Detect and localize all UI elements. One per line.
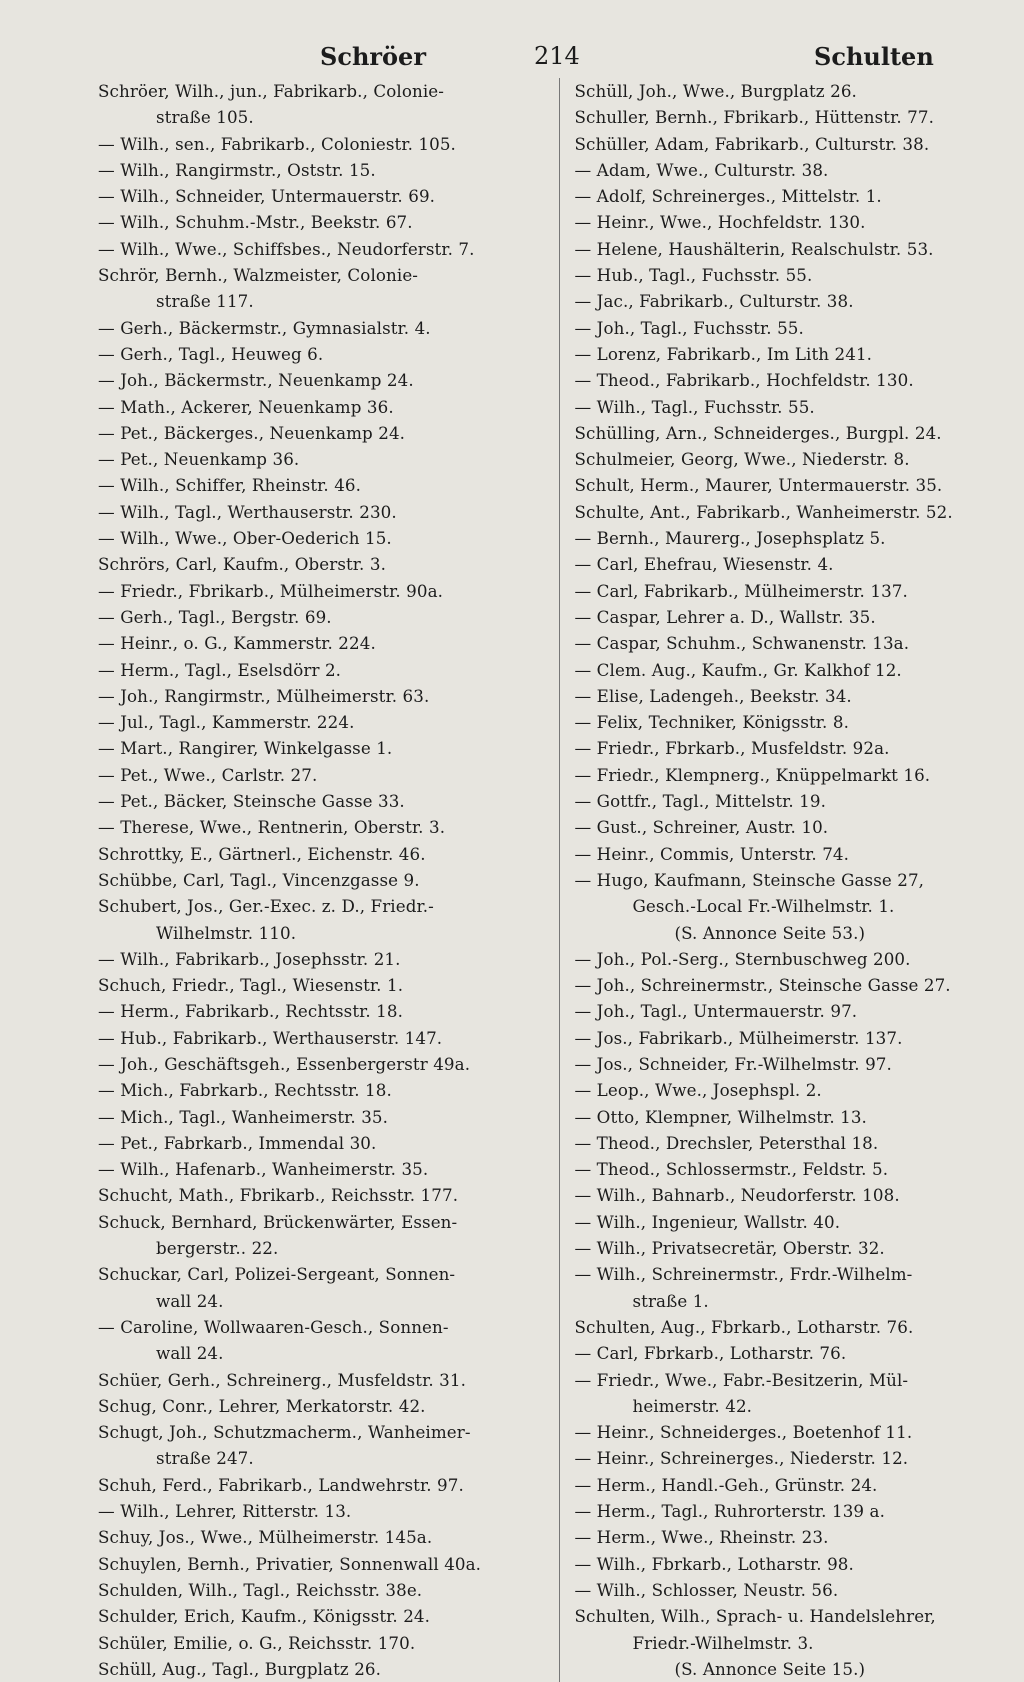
directory-entry: — Therese, Wwe., Rentnerin, Oberstr. 3. xyxy=(98,817,446,838)
directory-entry: — Heinr., Schreinerges., Niederstr. 12. xyxy=(574,1448,909,1469)
directory-entry: — Herm., Handl.-Geh., Grünstr. 24. xyxy=(574,1474,878,1495)
directory-entry: — Herm., Fabrikarb., Rechtsstr. 18. xyxy=(98,1001,404,1022)
directory-entry: — Friedr., Fbrikarb., Mülheimerstr. 90a. xyxy=(98,580,444,601)
directory-entry: Schucht, Math., Fbrikarb., Reichsstr. 177. xyxy=(98,1185,459,1206)
directory-entry: — Joh., Geschäftsgeh., Essenbergerstr 49a. xyxy=(98,1053,471,1074)
directory-entry: Schulten, Aug., Fbrkarb., Lotharstr. 76. xyxy=(574,1316,914,1337)
directory-entry: — Joh., Schreinermstr., Steinsche Gasse 27. xyxy=(574,975,951,996)
directory-entry: — Pet., Bäckerges., Neuenkamp 24. xyxy=(98,422,406,443)
directory-entry: Schrörs, Carl, Kaufm., Oberstr. 3. xyxy=(98,554,386,575)
directory-entry: — Caspar, Lehrer a. D., Wallstr. 35. xyxy=(574,606,876,627)
directory-entry: Schuy, Jos., Wwe., Mülheimerstr. 145a. xyxy=(98,1527,433,1548)
page-number: 214 xyxy=(534,42,580,70)
directory-entry: — Friedr., Wwe., Fabr.-Besitzerin, Mül- xyxy=(574,1369,909,1390)
directory-entry: straße 1. xyxy=(632,1290,709,1311)
directory-entry: — Theod., Fabrikarb., Hochfeldstr. 130. xyxy=(574,370,914,391)
directory-entry: — Helene, Haushälterin, Realschulstr. 53. xyxy=(574,238,934,259)
directory-entry: Schrottky, E., Gärtnerl., Eichenstr. 46. xyxy=(98,843,426,864)
header-right-term: Schulten xyxy=(814,42,934,71)
directory-entry: — Wilh., Schlosser, Neustr. 56. xyxy=(574,1579,839,1600)
directory-entry: — Felix, Techniker, Königsstr. 8. xyxy=(574,712,849,733)
directory-entry: Schulte, Ant., Fabrikarb., Wanheimerstr. 52. xyxy=(574,501,953,522)
directory-entry: — Wilh., Schreinermstr., Frdr.-Wilhelm- xyxy=(574,1264,913,1285)
directory-entry: — Wilh., Fbrkarb., Lotharstr. 98. xyxy=(574,1553,854,1574)
directory-entry: — Wilh., Bahnarb., Neudorferstr. 108. xyxy=(574,1185,900,1206)
directory-entry: — Joh., Tagl., Untermauerstr. 97. xyxy=(574,1001,858,1022)
directory-entry: — Elise, Ladengeh., Beekstr. 34. xyxy=(574,685,852,706)
directory-entry: Schulden, Wilh., Tagl., Reichsstr. 38e. xyxy=(98,1579,423,1600)
directory-entry: — Wilh., Schiffer, Rheinstr. 46. xyxy=(98,475,362,496)
directory-entry: — Wilh., Ingenieur, Wallstr. 40. xyxy=(574,1211,841,1232)
directory-entry: — Joh., Rangirmstr., Mülheimerstr. 63. xyxy=(98,685,430,706)
directory-entry: — Friedr., Klempnerg., Knüppelmarkt 16. xyxy=(574,764,931,785)
directory-entry: — Clem. Aug., Kaufm., Gr. Kalkhof 12. xyxy=(574,659,902,680)
directory-entry: Schübbe, Carl, Tagl., Vincenzgasse 9. xyxy=(98,869,420,890)
directory-entry: Schuh, Ferd., Fabrikarb., Landwehrstr. 97. xyxy=(98,1474,464,1495)
directory-entry: Schröer, Wilh., jun., Fabrikarb., Colonie- xyxy=(98,81,444,101)
directory-entry: Schüller, Adam, Fabrikarb., Culturstr. 38. xyxy=(574,133,930,154)
directory-entry: Schüler, Emilie, o. G., Reichsstr. 170. xyxy=(98,1632,416,1653)
directory-entry: — Hugo, Kaufmann, Steinsche Gasse 27, xyxy=(574,869,925,890)
directory-entry: Schüer, Gerh., Schreinerg., Musfeldstr. 31. xyxy=(98,1369,466,1390)
directory-entry: Schuller, Bernh., Fbrikarb., Hüttenstr. 77. xyxy=(574,107,934,128)
left-column xyxy=(98,78,560,1682)
directory-entry: Schubert, Jos., Ger.-Exec. z. D., Friedr.- xyxy=(98,896,434,917)
directory-entry: — Heinr., Commis, Unterstr. 74. xyxy=(574,843,850,864)
directory-entry: — Jac., Fabrikarb., Culturstr. 38. xyxy=(574,291,854,312)
directory-entry: (S. Annonce Seite 15.) xyxy=(674,1658,866,1679)
directory-entry: Schüll, Joh., Wwe., Burgplatz 26. xyxy=(574,81,857,101)
directory-entry: — Wilh., sen., Fabrikarb., Coloniestr. 105. xyxy=(98,133,456,154)
directory-entry: — Wilh., Schneider, Untermauerstr. 69. xyxy=(98,186,436,207)
directory-entry: bergerstr.. 22. xyxy=(156,1238,279,1259)
directory-entry: Wilhelmstr. 110. xyxy=(156,922,297,943)
directory-entry: — Otto, Klempner, Wilhelmstr. 13. xyxy=(574,1106,867,1127)
directory-entry: — Joh., Bäckermstr., Neuenkamp 24. xyxy=(98,370,414,391)
directory-entry: — Lorenz, Fabrikarb., Im Lith 241. xyxy=(574,343,873,364)
directory-entry: — Adolf, Schreinerges., Mittelstr. 1. xyxy=(574,186,882,207)
directory-entry: — Mich., Tagl., Wanheimerstr. 35. xyxy=(98,1106,389,1127)
directory-entry: — Wilh., Wwe., Ober-Oederich 15. xyxy=(98,528,392,549)
directory-entry: — Wilh., Hafenarb., Wanheimerstr. 35. xyxy=(98,1159,429,1180)
directory-entry: Schulten, Wilh., Sprach- u. Handelslehrer, xyxy=(574,1606,936,1627)
directory-entry: — Theod., Drechsler, Petersthal 18. xyxy=(574,1132,879,1153)
directory-entry: — Wilh., Lehrer, Ritterstr. 13. xyxy=(98,1501,352,1522)
directory-entry: — Carl, Ehefrau, Wiesenstr. 4. xyxy=(574,554,834,575)
directory-entry: — Heinr., Schneiderges., Boetenhof 11. xyxy=(574,1422,913,1443)
directory-entry: Schugt, Joh., Schutzmacherm., Wanheimer- xyxy=(98,1422,471,1443)
directory-columns xyxy=(98,78,994,1682)
directory-entry: — Pet., Fabrkarb., Immendal 30. xyxy=(98,1132,377,1153)
directory-entry: — Herm., Tagl., Eselsdörr 2. xyxy=(98,659,342,680)
directory-entry: — Gerh., Tagl., Heuweg 6. xyxy=(98,343,324,364)
directory-entry: — Gerh., Tagl., Bergstr. 69. xyxy=(98,606,332,627)
directory-entry: Schult, Herm., Maurer, Untermauerstr. 35. xyxy=(574,475,943,496)
page-header xyxy=(98,28,994,76)
directory-entry: straße 117. xyxy=(156,291,254,312)
directory-entry: Schrör, Bernh., Walzmeister, Colonie- xyxy=(98,265,419,286)
right-column xyxy=(560,78,994,1682)
directory-entry: Schuch, Friedr., Tagl., Wiesenstr. 1. xyxy=(98,975,404,996)
directory-entry: — Adam, Wwe., Culturstr. 38. xyxy=(574,159,829,180)
directory-entry: — Math., Ackerer, Neuenkamp 36. xyxy=(98,396,394,417)
directory-entry: — Wilh., Tagl., Fuchsstr. 55. xyxy=(574,396,815,417)
directory-entry: — Heinr., o. G., Kammerstr. 224. xyxy=(98,633,376,654)
directory-entry: — Pet., Neuenkamp 36. xyxy=(98,449,300,470)
directory-entry: — Caspar, Schuhm., Schwanenstr. 13a. xyxy=(574,633,910,654)
directory-entry: — Gottfr., Tagl., Mittelstr. 19. xyxy=(574,791,827,812)
directory-entry: — Pet., Bäcker, Steinsche Gasse 33. xyxy=(98,791,405,812)
directory-entry: — Gust., Schreiner, Austr. 10. xyxy=(574,817,829,838)
directory-entry: Schulder, Erich, Kaufm., Königsstr. 24. xyxy=(98,1606,431,1627)
directory-entry: Schulmeier, Georg, Wwe., Niederstr. 8. xyxy=(574,449,910,470)
directory-entry: — Hub., Tagl., Fuchsstr. 55. xyxy=(574,265,813,286)
directory-entry: — Theod., Schlossermstr., Feldstr. 5. xyxy=(574,1159,889,1180)
directory-entry: — Wilh., Fabrikarb., Josephsstr. 21. xyxy=(98,948,401,969)
directory-entry: — Bernh., Maurerg., Josephsplatz 5. xyxy=(574,528,886,549)
directory-entry: — Heinr., Wwe., Hochfeldstr. 130. xyxy=(574,212,866,233)
directory-entry: — Jos., Fabrikarb., Mülheimerstr. 137. xyxy=(574,1027,903,1048)
directory-entry: Schug, Conr., Lehrer, Merkatorstr. 42. xyxy=(98,1395,426,1416)
directory-entry: Schülling, Arn., Schneiderges., Burgpl. 24. xyxy=(574,422,942,443)
directory-entry: Schuck, Bernhard, Brückenwärter, Essen- xyxy=(98,1211,458,1232)
directory-entry: Schuckar, Carl, Polizei-Sergeant, Sonnen- xyxy=(98,1264,456,1285)
directory-entry: Gesch.-Local Fr.-Wilhelmstr. 1. xyxy=(632,896,895,917)
directory-entry: — Friedr., Fbrkarb., Musfeldstr. 92a. xyxy=(574,738,890,759)
directory-entry: — Jos., Schneider, Fr.-Wilhelmstr. 97. xyxy=(574,1053,892,1074)
directory-entry: heimerstr. 42. xyxy=(632,1395,753,1416)
directory-entry: — Wilh., Rangirmstr., Oststr. 15. xyxy=(98,159,376,180)
directory-entry: Schuylen, Bernh., Privatier, Sonnenwall 40a. xyxy=(98,1553,482,1574)
directory-entry: Friedr.-Wilhelmstr. 3. xyxy=(632,1632,814,1653)
directory-entry: Schüll, Aug., Tagl., Burgplatz 26. xyxy=(98,1658,382,1679)
directory-entry: — Caroline, Wollwaaren-Gesch., Sonnen- xyxy=(98,1316,449,1337)
directory-entry: — Wilh., Wwe., Schiffsbes., Neudorferstr. 7. xyxy=(98,238,475,259)
directory-entry: wall 24. xyxy=(156,1290,224,1311)
directory-entry: — Wilh., Tagl., Werthauserstr. 230. xyxy=(98,501,397,522)
directory-entry: — Leop., Wwe., Josephspl. 2. xyxy=(574,1080,822,1101)
directory-entry: (S. Annonce Seite 53.) xyxy=(674,922,866,943)
directory-entry: — Herm., Wwe., Rheinstr. 23. xyxy=(574,1527,829,1548)
directory-entry: straße 105. xyxy=(156,107,254,128)
directory-entry: — Carl, Fbrkarb., Lotharstr. 76. xyxy=(574,1343,847,1364)
directory-entry: — Mich., Fabrkarb., Rechtsstr. 18. xyxy=(98,1080,392,1101)
directory-entry: — Joh., Tagl., Fuchsstr. 55. xyxy=(574,317,804,338)
directory-entry: — Wilh., Privatsecretär, Oberstr. 32. xyxy=(574,1238,885,1259)
directory-entry: — Jul., Tagl., Kammerstr. 224. xyxy=(98,712,355,733)
directory-entry: — Mart., Rangirer, Winkelgasse 1. xyxy=(98,738,393,759)
directory-entry: — Hub., Fabrikarb., Werthauserstr. 147. xyxy=(98,1027,443,1048)
header-left-term: Schröer xyxy=(320,42,426,71)
directory-entry: — Gerh., Bäckermstr., Gymnasialstr. 4. xyxy=(98,317,431,338)
directory-entry: — Pet., Wwe., Carlstr. 27. xyxy=(98,764,318,785)
directory-entry: — Joh., Pol.-Serg., Sternbuschweg 200. xyxy=(574,948,911,969)
directory-entry: — Carl, Fabrikarb., Mülheimerstr. 137. xyxy=(574,580,908,601)
directory-entry: — Herm., Tagl., Ruhrorterstr. 139 a. xyxy=(574,1501,885,1522)
directory-entry: — Wilh., Schuhm.-Mstr., Beekstr. 67. xyxy=(98,212,413,233)
directory-entry: straße 247. xyxy=(156,1448,254,1469)
directory-entry: wall 24. xyxy=(156,1343,224,1364)
